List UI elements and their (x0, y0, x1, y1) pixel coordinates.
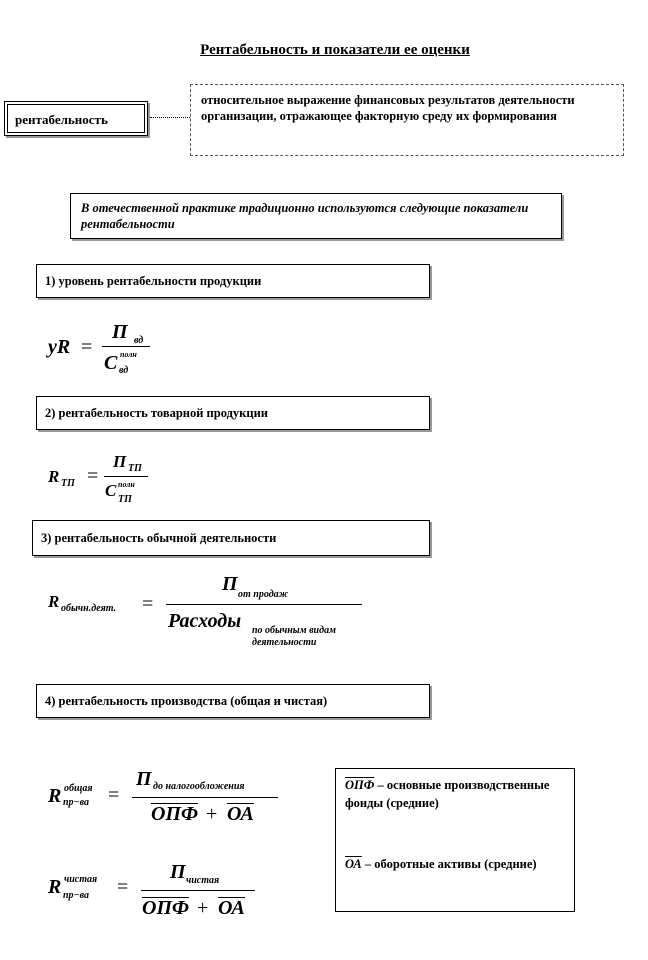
f2-den-sub: ТП (118, 494, 132, 505)
term-label: рентабельность (15, 112, 108, 127)
connector-line (150, 117, 190, 118)
f5-den-b: ОА (218, 897, 245, 919)
f2-den-sup: полн (118, 480, 135, 489)
indicator-label-4: 4) рентабельность производства (общая и чистая) (45, 694, 328, 708)
indicator-label-3: 3) рентабельность обычной деятельности (41, 531, 277, 545)
f4-lhs-sup: общая (64, 783, 93, 794)
f1-num: П (112, 321, 128, 343)
intro-text: В отечественной практике традиционно используются следующие показатели рентабельности (81, 201, 529, 231)
indicator-box-1 (36, 264, 430, 298)
f3-den: Расходы (168, 610, 242, 632)
f1-den-sup: полн (120, 350, 137, 359)
indicator-label-2: 2) рентабельность товарной продукции (45, 406, 268, 420)
f4-den-a: ОПФ (151, 803, 199, 825)
indicator-box-4 (36, 684, 430, 718)
indicator-label-1: 1) уровень рентабельности продукции (45, 274, 262, 288)
f5-lhs: R (48, 876, 62, 898)
f2-den: С (105, 481, 117, 500)
definition-text: относительное выражение финансовых результатов деятельности организации, отражающее факторную среду их формирования (201, 93, 575, 123)
legend-box (335, 768, 575, 912)
f4-lhs: R (48, 785, 62, 807)
f4-num-sub: до налогообложения (153, 781, 245, 792)
f4-den-b: ОА (227, 803, 254, 825)
opf-text: – основные производственные фонды (средние) (345, 778, 550, 810)
f3-den-sub-2: деятельности (252, 637, 317, 648)
f3-lhs: R (48, 592, 60, 611)
oa-text: – оборотные активы (средние) (364, 857, 537, 871)
f5-eq: = (117, 876, 129, 898)
opf-term: ОПФ (345, 778, 375, 792)
f4-plus: + (206, 803, 218, 825)
legend-opf (345, 776, 567, 812)
f2-eq: = (87, 465, 99, 487)
f5-num: П (170, 861, 186, 883)
f4-eq: = (108, 784, 120, 806)
f3-lhs-sub: обычн.деят. (61, 603, 117, 614)
f2-num: П (113, 452, 127, 471)
f1-num-sub: вд (134, 335, 144, 346)
f4-lhs-sub: пр−ва (63, 797, 90, 808)
f3-num-sub: от продаж (238, 589, 289, 600)
f1-eq: = (81, 336, 93, 358)
indicator-box-2 (36, 396, 430, 430)
page-title: Рентабельность и показатели ее оценки (200, 42, 470, 58)
f1-lhs: yR (48, 336, 71, 358)
term-box (4, 101, 148, 136)
intro-box (70, 193, 562, 239)
legend-oa (345, 855, 567, 873)
indicator-box-3 (32, 520, 430, 556)
f2-lhs-sub: ТП (61, 478, 75, 489)
f4-num: П (136, 768, 152, 790)
f3-num: П (222, 573, 238, 595)
f5-lhs-sup: чистая (64, 874, 98, 885)
f3-eq: = (142, 593, 154, 615)
f1-den-sub: вд (119, 365, 129, 376)
f5-plus: + (197, 897, 209, 919)
f5-lhs-sub: пр−ва (63, 890, 90, 901)
oa-term: ОА (345, 857, 362, 871)
f2-num-sub: ТП (128, 463, 142, 474)
f3-den-sub-1: по обычным видам (252, 625, 336, 636)
f5-num-sub: чистая (186, 875, 220, 886)
f1-den: С (104, 352, 118, 374)
definition-box (190, 84, 624, 156)
f5-den-a: ОПФ (142, 897, 190, 919)
f2-lhs: R (48, 467, 60, 486)
